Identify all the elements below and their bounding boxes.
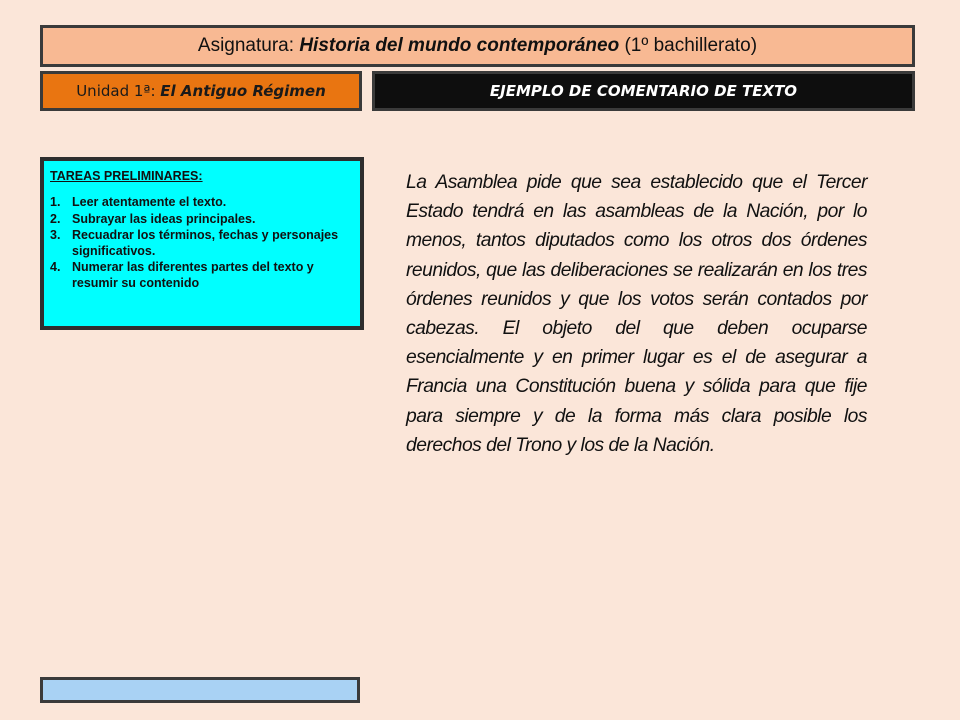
list-item [50,260,354,291]
unit-header [40,71,362,111]
bottom-bar [40,677,360,703]
example-title: EJEMPLO DE COMENTARIO DE TEXTO [372,71,915,111]
unit-prefix: Unidad 1ª: [76,82,161,100]
item-number: 2. [50,211,61,226]
tasks-title: TAREAS PRELIMINARES: [50,169,203,183]
subject-suffix: (1º bachillerato) [619,35,758,56]
item-number: 1. [50,195,61,209]
list-item [50,212,354,228]
list-item [50,195,354,211]
list-item [50,228,354,259]
item-text: Leer atentamente el texto. [72,195,227,209]
subject-name: Historia del mundo contemporáneo [299,35,620,56]
item-text: Numerar las diferentes partes del texto y resumir su contenido [72,260,314,290]
item-number: 4. [50,260,61,274]
subject-prefix: Asignatura: [197,35,300,56]
source-text-passage: La Asamblea pide que sea establecido que el Tercer Estado tendrá en las asambleas de la Nación, por lo menos, tantos diputados como los otros dos órdenes reunidos, que las deliberaciones se realizarán en los tres órdenes reunidos y que los votos serán contados por cabezas. El objeto del que deben ocuparse esencialmente y en primer lugar es el de asegurar a Francia una Constitución buena y sólida para que fije para siempre y de la forma más clara posible los derechos del Trono y los de la Nación. [406,172,867,456]
preliminary-tasks-box [40,157,364,330]
tasks-list [50,195,354,291]
item-number: 3. [50,228,61,242]
item-text: Recuadrar los términos, fechas y personajes significativos. [72,228,339,258]
subject-header [40,25,915,67]
unit-title: El Antiguo Régimen [160,82,326,100]
item-text: Subrayar las ideas principales. [72,211,256,226]
